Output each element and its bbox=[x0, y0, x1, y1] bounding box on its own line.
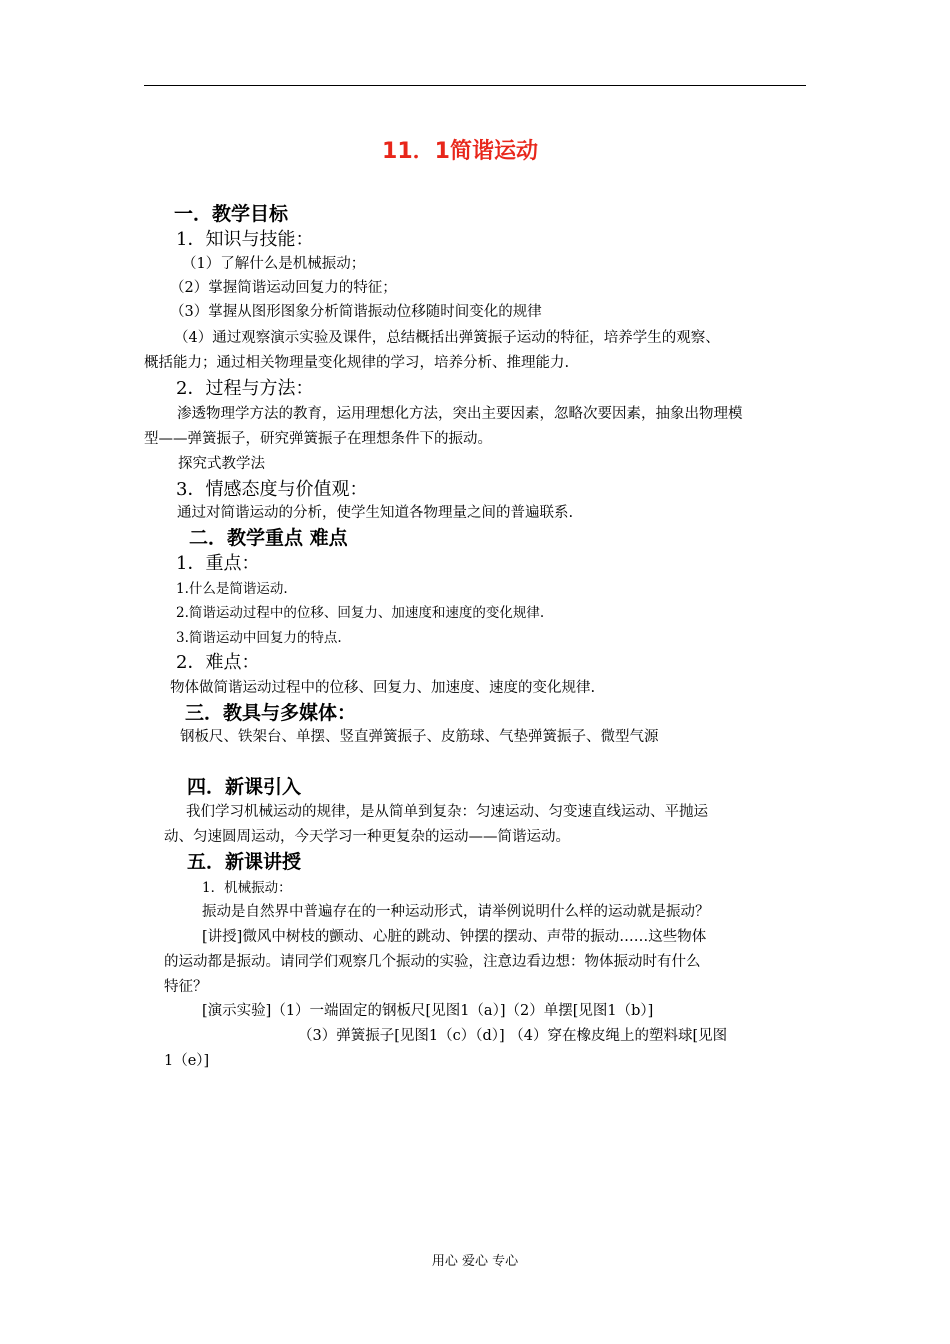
key-point-2: 2.简谐运动过程中的位移、回复力、加速度和速度的变化规律. bbox=[176, 605, 545, 621]
header-rule bbox=[144, 85, 806, 86]
key-point-1: 1.什么是简谐运动. bbox=[176, 581, 288, 597]
method-line-1: 渗透物理学方法的教育，运用理想化方法，突出主要因素，忽略次要因素，抽象出物理模 bbox=[177, 406, 743, 422]
section-2-heading: 二．教学重点 难点 bbox=[189, 527, 348, 549]
method-line-2: 型——弹簧振子，研究弹簧振子在理想条件下的振动。 bbox=[144, 431, 492, 447]
section-4-heading: 四．新课引入 bbox=[187, 776, 302, 798]
section-5-sub-1: 1．机械振动： bbox=[202, 880, 292, 896]
objective-item-1: （1）了解什么是机械振动； bbox=[182, 256, 366, 272]
lecture-line-1: 振动是自然界中普遍存在的一种运动形式，请举例说明什么样的运动就是振动？ bbox=[202, 904, 710, 920]
section-2-sub-2: 2．难点： bbox=[176, 652, 260, 673]
section-5-heading: 五．新课讲授 bbox=[187, 851, 302, 873]
intro-line-1: 我们学习机械运动的规律，是从简单到复杂：匀速运动、匀变速直线运动、平抛运 bbox=[186, 804, 708, 820]
page-footer: 用心 爱心 专心 bbox=[431, 1254, 519, 1269]
objective-item-4-cont: 概括能力；通过相关物理量变化规律的学习，培养分析、推理能力. bbox=[144, 355, 570, 371]
page-title: 11．1简谐运动 bbox=[382, 139, 538, 164]
section-1-heading: 一．教学目标 bbox=[174, 203, 289, 225]
section-1-sub-1: 1．知识与技能： bbox=[176, 229, 314, 250]
objective-item-3: （3）掌握从图形图象分析简谐振动位移随时间变化的规律 bbox=[170, 304, 542, 320]
tools-line: 钢板尺、铁架台、单摆、竖直弹簧振子、皮筋球、气垫弹簧振子、微型气源 bbox=[180, 729, 659, 745]
demo-line-2: （3）弹簧振子[见图1（c）（d）] （4）穿在橡皮绳上的塑料球[见图 bbox=[298, 1028, 728, 1044]
section-3-heading: 三．教具与多媒体： bbox=[185, 702, 357, 724]
section-1-sub-3: 3．情感态度与价值观： bbox=[176, 479, 368, 500]
demo-line-3: 1（e）] bbox=[164, 1053, 210, 1069]
demo-line-1: [演示实验]（1）一端固定的钢板尺[见图1（a）]（2）单摆[见图1（b）] bbox=[202, 1003, 654, 1019]
objective-item-4: （4）通过观察演示实验及课件，总结概括出弹簧振子运动的特征，培养学生的观察、 bbox=[174, 330, 720, 346]
intro-line-2: 动、匀速圆周运动，今天学习一种更复杂的运动——简谐运动。 bbox=[164, 829, 570, 845]
section-1-sub-2: 2．过程与方法： bbox=[176, 378, 314, 399]
objective-item-2: （2）掌握简谐运动回复力的特征； bbox=[170, 280, 397, 296]
method-line-3: 探究式教学法 bbox=[178, 456, 265, 472]
values-line: 通过对简谐运动的分析，使学生知道各物理量之间的普遍联系. bbox=[177, 505, 574, 521]
lecture-line-3: 的运动都是振动。请同学们观察几个振动的实验，注意边看边想：物体振动时有什么 bbox=[164, 954, 701, 970]
lecture-line-4: 特征？ bbox=[164, 979, 208, 995]
key-point-3: 3.简谐运动中回复力的特点. bbox=[176, 630, 342, 646]
lecture-line-2: [讲授]微风中树枝的颤动、心脏的跳动、钟摆的摆动、声带的振动……这些物体 bbox=[202, 929, 707, 945]
section-2-sub-1: 1．重点： bbox=[176, 553, 260, 574]
difficulty-line: 物体做简谐运动过程中的位移、回复力、加速度、速度的变化规律. bbox=[170, 680, 596, 696]
